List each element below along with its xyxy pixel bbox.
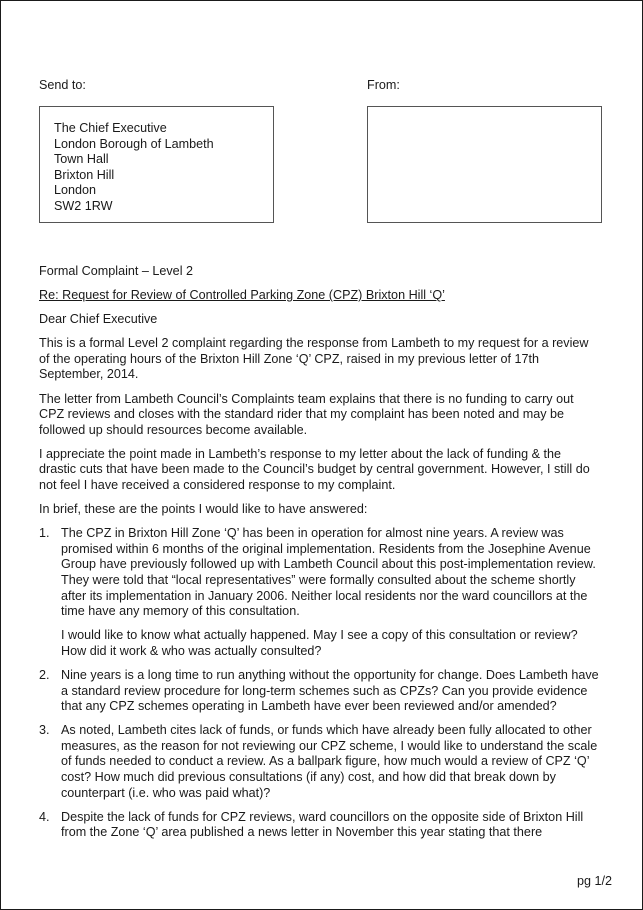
recipient-address-line: Brixton Hill (54, 167, 115, 182)
points-list (39, 526, 599, 841)
body-paragraph: The letter from Lambeth Council’s Complaints team explains that there is no funding to carry out CPZ reviews and closes with the standard rider that my complaint has been noted and may be followed up should resources become available. (39, 391, 574, 437)
point-number: 4. (39, 809, 50, 824)
recipient-address-line: SW2 1RW (54, 198, 113, 213)
point-item (39, 668, 599, 715)
point-text: Nine years is a long time to run anything without the opportunity for change. Does Lambeth have a standard review procedure for long-term schemes such as CPZs? Can you provide evidence that any CPZ schemes operating in Lambeth have ever been reviewed and/or amended? (61, 667, 599, 714)
page-number: pg 1/2 (576, 874, 612, 888)
body-paragraph: This is a formal Level 2 complaint regarding the response from Lambeth to my request for a review of the operating hours of the Brixton Hill Zone ‘Q’ CPZ, raised in my previous letter of 17th September, 2014. (39, 336, 589, 382)
point-item (39, 723, 599, 801)
recipient-address-line: Town Hall (54, 152, 109, 167)
point-item (39, 810, 599, 841)
point-number: 1. (39, 526, 50, 541)
point-number: 2. (39, 667, 50, 682)
recipient-address-line: London Borough of Lambeth (54, 136, 214, 151)
point-item (39, 526, 599, 659)
point-text: Despite the lack of funds for CPZ reviews, ward councillors on the opposite side of Brixton Hill from the Zone ‘Q’ area published a news letter in November this year stating that there (61, 809, 584, 840)
point-followup: I would like to know what actually happened. May I see a copy of this consultation or review? How did it work & who was actually consulted? (61, 628, 578, 658)
letter-body (39, 264, 599, 849)
letter-heading: Formal Complaint – Level 2 (39, 264, 193, 278)
point-text: As noted, Lambeth cites lack of funds, or funds which have already been fully allocated to other measures, as the reason for not reviewing our CPZ scheme, I would like to understand the scale of funds needed to conduct a review. As a ballpark figure, how much would a review of CPZ ‘Q’ cost? How much did previous consultations (if any) cost, and how did that break down by counterpart (i.e. who was paid what)? (61, 723, 598, 800)
letter-subject: Re: Request for Review of Controlled Parking Zone (CPZ) Brixton Hill ‘Q’ (39, 288, 445, 303)
recipient-address-line: London (54, 183, 97, 198)
recipient-address-box (39, 106, 274, 223)
point-text: The CPZ in Brixton Hill Zone ‘Q’ has been in operation for almost nine years. A review was promised within 6 months of the original implementation. Residents from the Josephine Avenue Group have previously followed up with Lambeth Council about this post-implementation review. They were told that “local representatives” were formally consulted about the scheme shortly after its implementation in January 2006. Neither local residents nor the ward councillors at the time have any memory of this consultation. (61, 526, 596, 619)
body-paragraph: In brief, these are the points I would like to have answered: (39, 502, 368, 517)
send-to-label: Send to: (39, 78, 86, 92)
from-label: From: (367, 78, 400, 92)
body-paragraph: I appreciate the point made in Lambeth’s response to my letter about the lack of funding & the drastic cuts that have been made to the Council’s budget by central government. However, I still do not feel I have received a considered response to my complaint. (39, 446, 590, 493)
recipient-address-line: The Chief Executive (54, 121, 167, 135)
sender-address-box (367, 106, 602, 223)
point-number: 3. (39, 723, 50, 738)
letter-salutation: Dear Chief Executive (39, 312, 158, 327)
